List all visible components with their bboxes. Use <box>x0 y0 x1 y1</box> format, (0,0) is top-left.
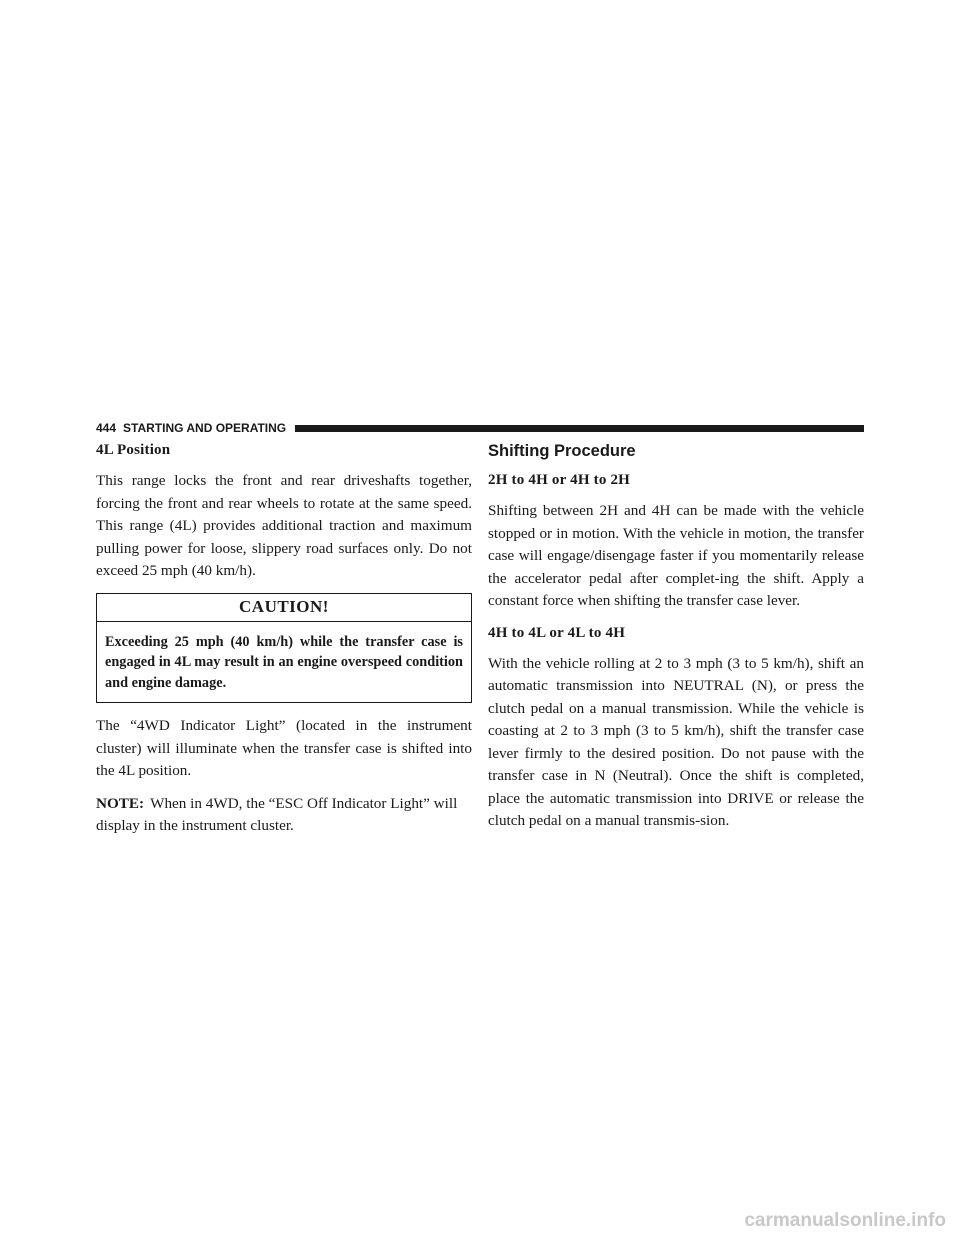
paragraph-4l-description: This range locks the front and rear driveshafts together, forcing the front and rear wheels to rotate at the same speed. This range (4L) provides additional traction and maximum pulling power for loose, slippery road surfaces only. Do not exceed 25 mph (40 km/h). <box>96 472 472 579</box>
page-header <box>96 418 864 438</box>
caution-title: CAUTION! <box>97 594 471 622</box>
note-text: When in 4WD, the “ESC Off Indicator Light” will display in the instrument cluster. <box>96 794 458 834</box>
subheading-2h-4h: 2H to 4H or 4H to 2H <box>488 472 631 488</box>
caution-box <box>96 593 472 704</box>
subheading-4h-4l: 4H to 4L or 4L to 4H <box>488 624 626 641</box>
watermark: carmanualsonline.info <box>744 1210 946 1231</box>
left-column <box>96 440 472 848</box>
section-title: STARTING AND OPERATING <box>123 421 287 435</box>
right-column <box>488 440 864 843</box>
caution-text: Exceeding 25 mph (40 km/h) while the transfer case is engaged in 4L may result in an engine overspeed condition and engine damage. <box>105 633 463 691</box>
heading-shifting-procedure: Shifting Procedure <box>488 442 636 460</box>
note-label: NOTE: <box>96 794 145 812</box>
paragraph-4h-4l: With the vehicle rolling at 2 to 3 mph (3 to 5 km/h), shift an automatic transmission into NEUTRAL (N), or press the clutch pedal on a manual transmission. While the vehicle is coasting at 2 to 3 mph (3 to 5 km/h), shift the transfer case lever firmly to the desired position. Do not pause with the transfer case in N (Neutral). Once the shift is completed, place the automatic transmission into DRIVE or release the clutch pedal on a manual transmis-sion. <box>488 654 864 829</box>
header-rule <box>295 425 864 432</box>
note-paragraph <box>96 793 472 838</box>
heading-4l-position: 4L Position <box>96 442 171 458</box>
paragraph-indicator-light: The “4WD Indicator Light” (located in the instrument cluster) will illuminate when the transfer case is shifted into the 4L position. <box>96 717 472 779</box>
page-number: 444 <box>96 421 117 435</box>
paragraph-2h-4h: Shifting between 2H and 4H can be made with the vehicle stopped or in motion. With the vehicle in motion, the transfer case will engage/disengage faster if you momentarily release the accelerator pedal after complet-ing the shift. Apply a constant force when shifting the transfer case lever. <box>488 502 864 609</box>
